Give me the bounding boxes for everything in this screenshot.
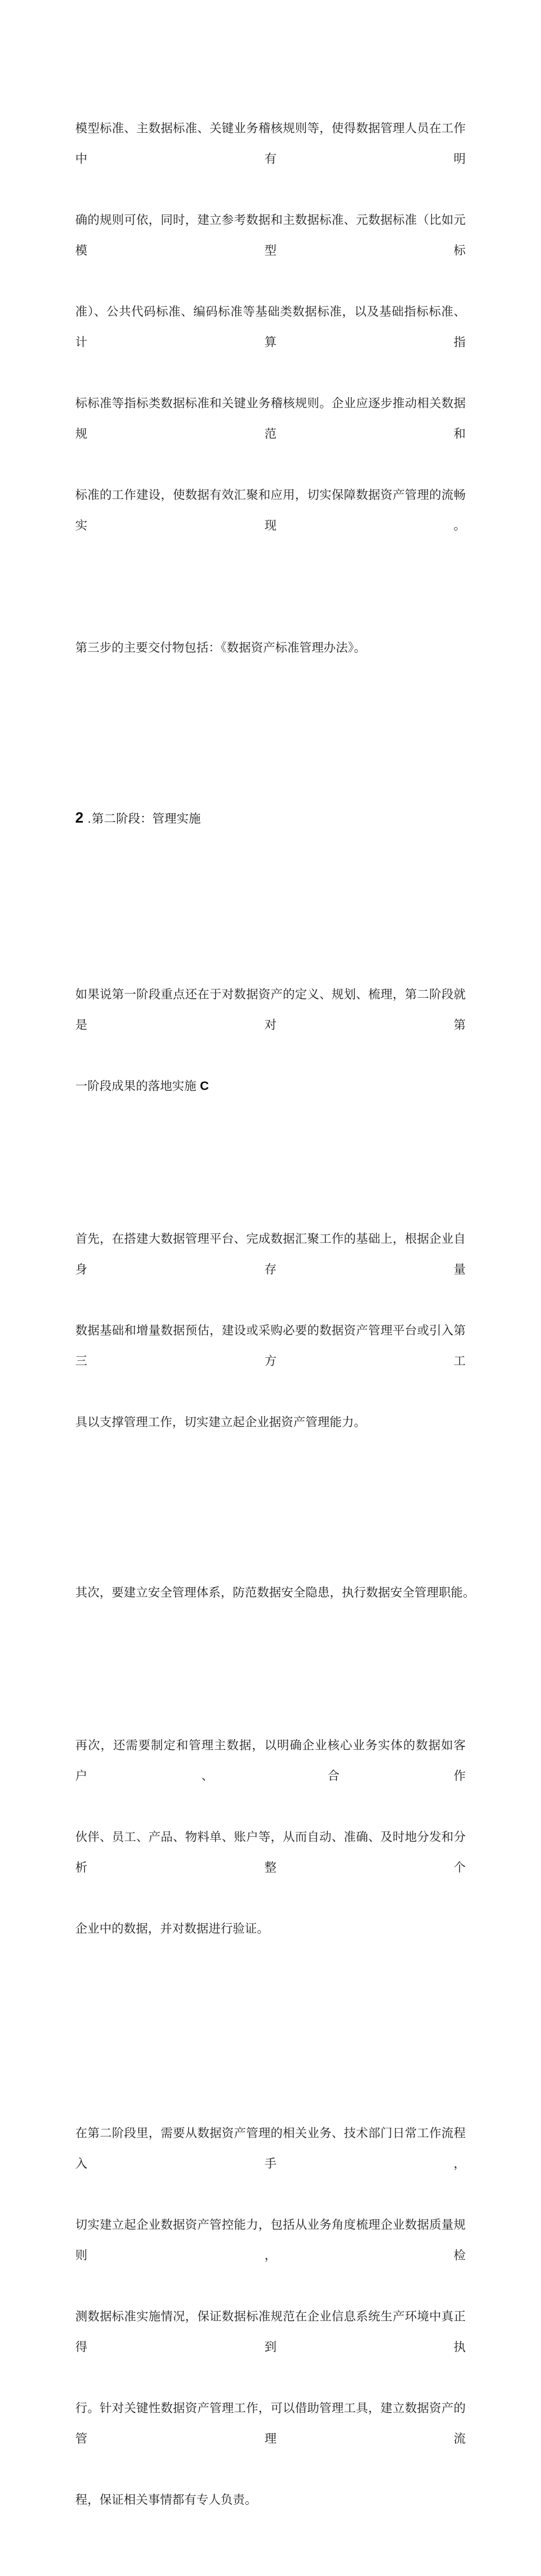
- ocr-artifact-glyph: C: [200, 1079, 209, 1093]
- text-line-with-artifact: [75, 1071, 466, 1101]
- text-line: 测数据标准实施情况，保证数据标准规范在企业信息系统生产环境中真正得到执: [75, 2309, 466, 2354]
- text-line: 程，保证相关事情都有专人负责。: [75, 2493, 257, 2507]
- text-line: 企业中的数据，并对数据进行验证。: [75, 1921, 269, 1936]
- text-line: 具以支撑管理工作，切实建立起企业据资产管理能力。: [75, 1415, 366, 1429]
- heading-line: [75, 803, 466, 833]
- paragraph-3: [75, 918, 466, 1162]
- text-line: 标准的工作建设，使数据有效汇聚和应用，切实保障数据资产管理的流畅实现。: [75, 488, 466, 532]
- text-line: 首先，在搭建大数据管理平台、完成数据汇聚工作的基础上，根据企业自身存量: [75, 1232, 466, 1276]
- text-line: 确的规则可依，同时，建立参考数据和主数据标准、元数据标准（比如元模型标: [75, 213, 466, 257]
- text-line: 伙伴、员工、产品、物料单、账户等，从而自动、准确、及时地分发和分析整个: [75, 1830, 466, 1874]
- text-line: 第三步的主要交付物包括：《数据资产标准管理办法》。: [75, 640, 366, 655]
- paragraph-6: [75, 1669, 466, 2005]
- paragraph-7: [75, 2057, 466, 2576]
- paragraph-1: [75, 52, 466, 571]
- text-line: 行。针对关键性数据资产管理工作，可以借助管理工具，建立数据资产的管理流: [75, 2401, 466, 2446]
- text-line: 数据基础和增量数据预估，建设或采购必要的数据资产管理平台或引入第三方工: [75, 1323, 466, 1368]
- text-line: 标标准等指标类数据标准和关键业务稽核规则。企业应逐步推动相关数据规范和: [75, 396, 466, 441]
- text-line: 在第二阶段里，需要从数据资产管理的相关业务、技术部门日常工作流程入手，: [75, 2126, 466, 2171]
- text-line: 再次，还需要制定和管理主数据，以明确企业核心业务实体的数据如客户、合作: [75, 1738, 466, 1783]
- text-line: 模型标准、主数据标准、关键业务稽核规则等，使得数据管理人员在工作中有明: [75, 121, 466, 166]
- heading-separator: .: [87, 813, 92, 826]
- section-heading: [75, 742, 466, 894]
- paragraph-2: [75, 571, 466, 724]
- heading-text: 第二阶段：管理实施: [92, 811, 201, 826]
- text-line: 如果说第一阶段重点还在于对数据资产的定义、规划、梳理，第二阶段就是对第: [75, 987, 466, 1032]
- text-line: 其次，要建立安全管理体系，防范数据安全隐患，执行数据安全管理职能。: [75, 1585, 475, 1599]
- document-body: [75, 52, 475, 2576]
- text-line: 准）、公共代码标准、编码标准等基础类数据标准，以及基础指标标准、计算指: [75, 304, 466, 349]
- paragraph-4: [75, 1162, 466, 1498]
- paragraph-5: [75, 1516, 475, 1669]
- text-line: 一阶段成果的落地实施: [75, 1079, 196, 1093]
- heading-number: 2: [75, 810, 84, 826]
- text-line: 切实建立起企业数据资产管控能力，包括从业务角度梳理企业数据质量规则，检: [75, 2218, 466, 2262]
